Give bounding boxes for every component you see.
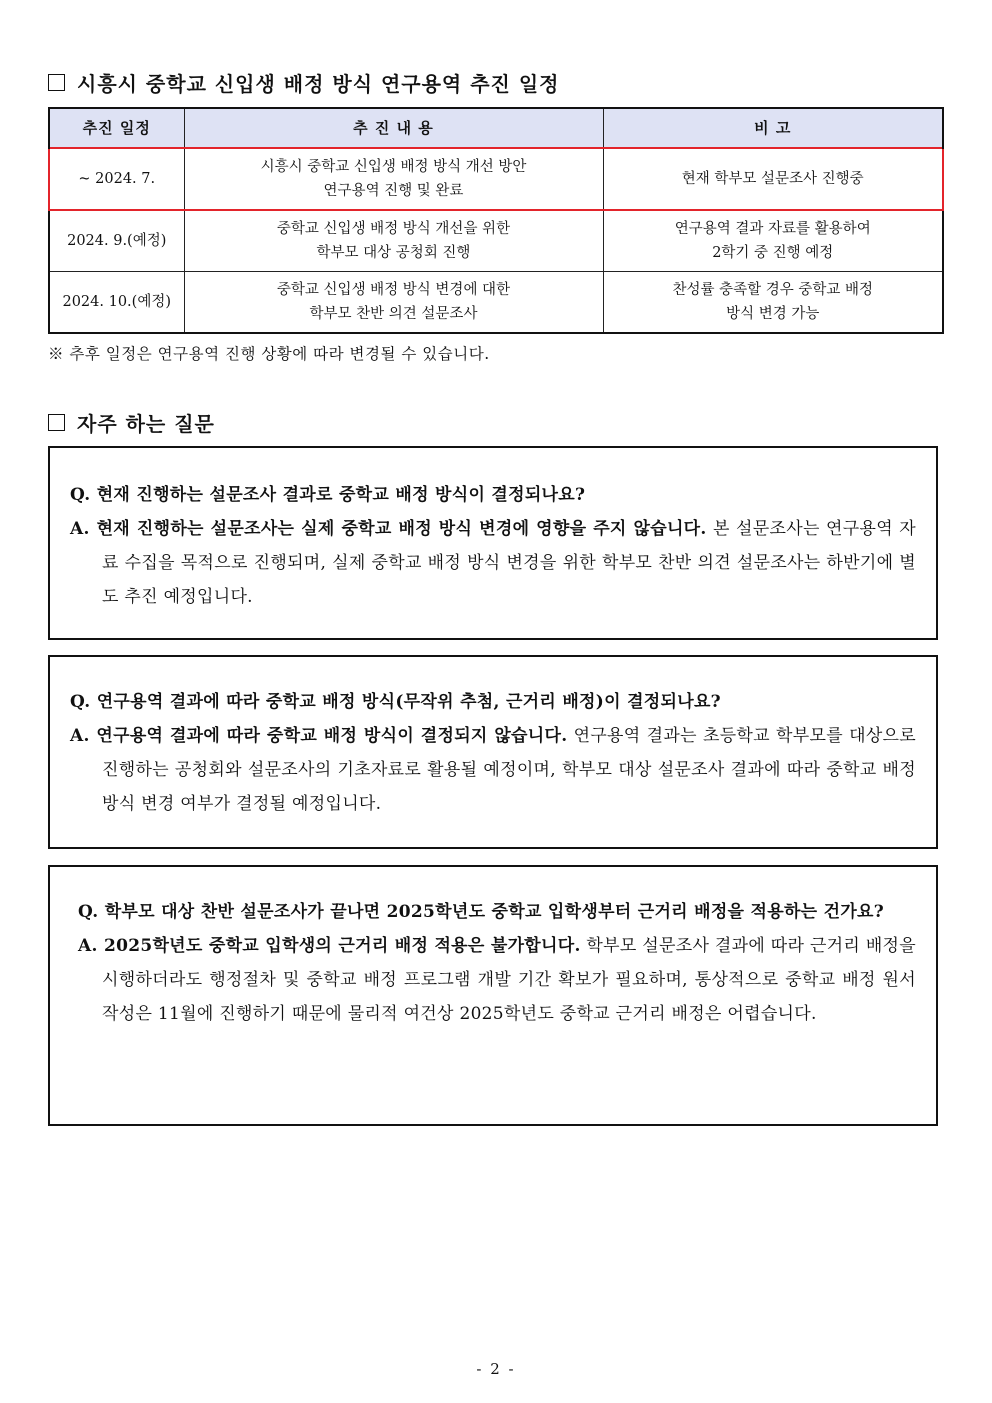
cell-content bbox=[184, 148, 603, 210]
table-row bbox=[49, 272, 943, 334]
checkbox-square-icon bbox=[48, 74, 65, 91]
cell-line: 연구용역 결과 자료를 활용하여 bbox=[674, 221, 871, 237]
faq-question: Q. 연구용역 결과에 따라 중학교 배정 방식(무작위 추첨, 근거리 배정)이 결정되나요? bbox=[70, 692, 721, 712]
cell-line: 학부모 찬반 의견 설문조사 bbox=[309, 306, 478, 322]
header-date: 추진 일정 bbox=[49, 108, 184, 148]
cell-line: 2학기 중 진행 예정 bbox=[712, 245, 834, 261]
cell-line: 중학교 신입생 배정 방식 개선을 위한 bbox=[276, 221, 511, 237]
cell-date: ~ 2024. 7. bbox=[49, 148, 184, 210]
table-row bbox=[49, 210, 943, 272]
cell-line: 현재 학부모 설문조사 진행중 bbox=[681, 171, 864, 187]
header-content: 추 진 내 용 bbox=[184, 108, 603, 148]
faq-question: Q. 학부모 대상 찬반 설문조사가 끝나면 2025학년도 중학교 입학생부터 근거리 배정을 적용하는 건가요? bbox=[78, 902, 885, 922]
section-title-text: 시흥시 중학교 신입생 배정 방식 연구용역 추진 일정 bbox=[77, 72, 560, 96]
schedule-table bbox=[48, 107, 944, 334]
cell-line: 연구용역 진행 및 완료 bbox=[323, 183, 464, 199]
faq-answer-summary: A. 2025학년도 중학교 입학생의 근거리 배정 적용은 불가합니다. bbox=[78, 936, 581, 956]
faq-answer-detail: 연구용역 결과는 초등학교 학부모를 대상으로 진행하는 공청회와 설문조사의 기초자료로 활용될 예정이며, 학부모 대상 설문조사 결과에 따라 중학교 배정 방식 변경 여부가 결정될 예정입니다. bbox=[102, 726, 916, 814]
page-number: - 2 - bbox=[476, 1360, 516, 1378]
cell-content bbox=[184, 272, 603, 334]
header-note: 비 고 bbox=[603, 108, 943, 148]
faq-answer bbox=[78, 929, 916, 1031]
faq-answer bbox=[70, 719, 916, 821]
schedule-footnote: ※ 추후 일정은 연구용역 진행 상황에 따라 변경될 수 있습니다. bbox=[48, 345, 490, 363]
faq-answer-detail: 본 설문조사는 연구용역 자료 수집을 목적으로 진행되며, 실제 중학교 배정 방식 변경을 위한 학부모 찬반 의견 설문조사는 하반기에 별도 추진 예정입니다. bbox=[102, 519, 916, 607]
cell-note bbox=[603, 210, 943, 272]
section-title-text: 자주 하는 질문 bbox=[77, 412, 215, 436]
faq-answer-summary: A. 연구용역 결과에 따라 중학교 배정 방식이 결정되지 않습니다. bbox=[70, 726, 568, 746]
cell-note bbox=[603, 272, 943, 334]
faq-box bbox=[48, 865, 938, 1126]
cell-line: 방식 변경 가능 bbox=[726, 306, 820, 322]
cell-note bbox=[603, 148, 943, 210]
faq-answer bbox=[70, 512, 916, 614]
table-row bbox=[49, 148, 943, 210]
faq-answer-summary: A. 현재 진행하는 설문조사는 실제 중학교 배정 방식 변경에 영향을 주지 않습니다. bbox=[70, 519, 707, 539]
cell-date: 2024. 9.(예정) bbox=[49, 210, 184, 272]
cell-date: 2024. 10.(예정) bbox=[49, 272, 184, 334]
cell-line: 찬성률 충족할 경우 중학교 배정 bbox=[672, 282, 874, 298]
cell-content bbox=[184, 210, 603, 272]
faq-box bbox=[48, 446, 938, 640]
faq-answer-detail: 학부모 설문조사 결과에 따라 근거리 배정을 시행하더라도 행정절차 및 중학교 배정 프로그램 개발 기간 확보가 필요하며, 통상적으로 중학교 배정 원서 작성은 11월에 진행하기 때문에 물리적 여건상 2025학년도 중학교 근거리 배정은 어렵습니다. bbox=[102, 936, 916, 1024]
cell-line: 시흥시 중학교 신입생 배정 방식 개선 방안 bbox=[260, 159, 527, 175]
table-header-row bbox=[49, 108, 943, 148]
section-title-schedule bbox=[48, 68, 559, 97]
cell-line: 중학교 신입생 배정 방식 변경에 대한 bbox=[276, 282, 511, 298]
faq-question: Q. 현재 진행하는 설문조사 결과로 중학교 배정 방식이 결정되나요? bbox=[70, 485, 586, 505]
checkbox-square-icon bbox=[48, 414, 65, 431]
cell-line: 학부모 대상 공청회 진행 bbox=[316, 245, 471, 261]
section-title-faq bbox=[48, 408, 215, 437]
faq-box bbox=[48, 655, 938, 849]
